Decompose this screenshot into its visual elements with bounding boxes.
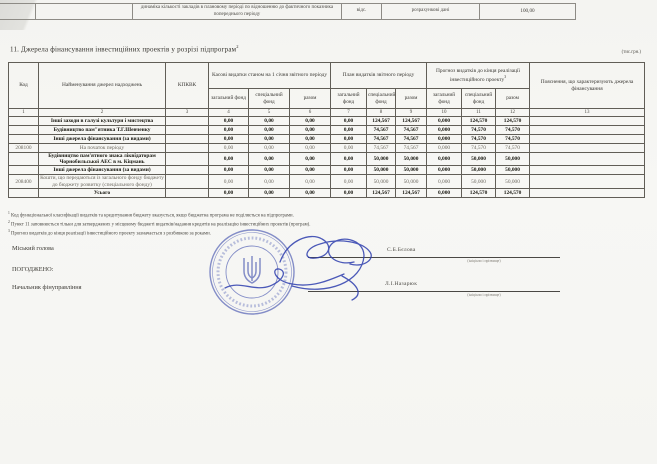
table-cell: 74,567 [367,126,396,135]
group-header-cash: Касові видатки станом на 1 січня звітного періоду [209,63,331,89]
table-cell: 50,000 [462,166,496,175]
fin-chief-name: Л.І.Назарюк [385,281,418,287]
table-cell: 0,00 [209,144,249,153]
table-cell: 124,570 [496,117,530,126]
table-cell: 0,00 [249,144,290,153]
table-cell: 0,00 [290,135,331,144]
table-cell: 50,000 [367,153,396,166]
table-cell: 50,000 [396,153,427,166]
group-header-row [9,63,645,89]
table-cell [530,166,645,175]
table-cell: Інші джерела фінансування (за видами) [39,135,166,144]
footnote-text: Пункт 11 заповнюється тільки для затверджених у місцевому бюджеті видатків/надання кредитів на реалізацію інвестиційних проектів (програм). [11,222,311,228]
table-cell: 0,00 [290,117,331,126]
table-cell [166,166,209,175]
sub-header-total: разом [496,89,530,109]
table-cell: Будівництво пам"ятника Т.Г.Шевченку [39,126,166,135]
table-cell: 0,00 [209,126,249,135]
column-number: 3 [166,109,209,117]
table-row [9,135,645,144]
footnote-ref: 1 [8,211,10,215]
table-cell: 0,00 [331,117,367,126]
table-cell: 50,000 [462,175,496,188]
table-cell: 0,00 [331,126,367,135]
table-cell: 208400 [9,175,39,188]
table-cell [166,153,209,166]
table-cell: 0,000 [427,153,462,166]
table-row [9,126,645,135]
empty-cell [0,4,36,20]
group-header-plan: План видатків звітного періоду [331,63,427,89]
table-cell: 74,570 [496,144,530,153]
table-row [9,188,645,197]
table-cell: 74,570 [462,135,496,144]
table-cell: 0,00 [290,144,331,153]
fin-chief-title-label: Начальник фінуправління [12,284,82,291]
column-numbers-row [9,109,645,117]
table-cell: 74,567 [396,126,427,135]
table-cell [166,188,209,197]
sub-header-special-fund: спеціальний фонд [367,89,396,109]
table-cell: 74,567 [396,144,427,153]
table-cell: 0,00 [331,188,367,197]
financing-sources-table [8,62,645,198]
table-cell: 0,00 [209,188,249,197]
table-cell [166,144,209,153]
empty-cell [36,4,133,20]
table-cell: На початок періоду [39,144,166,153]
table-cell [530,117,645,126]
table-cell: 0,00 [249,117,290,126]
table-cell: 0,000 [427,135,462,144]
units-note: (тис.грн.) [621,50,641,55]
table-cell: 50,000 [496,153,530,166]
footnote-ref: 3 [8,229,10,234]
table-cell: 0,00 [249,135,290,144]
stamp-and-signatures-overlay [192,224,392,320]
unit-cell: відс. [342,4,382,20]
official-stamp [210,230,294,314]
group-header-forecast [427,63,530,89]
table-cell: 208100 [9,144,39,153]
table-cell: 124,570 [462,117,496,126]
table-cell: 50,000 [367,175,396,188]
sub-header-total: разом [396,89,427,109]
section-title-text: 11. Джерела фінансування інвестиційних проектів у розрізі підпрограм [10,45,237,54]
table-cell: 74,570 [462,144,496,153]
table-cell: 74,567 [396,135,427,144]
source-cell: розрахункові дані [382,4,480,20]
table-cell [530,126,645,135]
column-number: 6 [290,109,331,117]
indicator-name-cell: динаміка кількості закладів в плановому періоді по відношенню до фактичного показника попереднього періоду [133,4,342,20]
table-cell: Інші заходи в галузі культури і мистецтва [39,117,166,126]
table-cell: 0,00 [331,135,367,144]
table-cell: 0,00 [331,153,367,166]
table-cell [530,135,645,144]
col-header-name: Найменування джерел надходжень [39,63,166,109]
table-cell: 50,000 [462,153,496,166]
sub-header-special-fund: спеціальний фонд [462,89,496,109]
table-cell: 74,567 [367,135,396,144]
table-row [9,166,645,175]
table-cell [9,126,39,135]
table-cell: 124,570 [496,188,530,197]
signature-caption: (ініціали і прізвище) [467,259,501,263]
table-cell: 0,00 [331,166,367,175]
table-cell: 0,00 [290,166,331,175]
table-cell: 50,000 [396,175,427,188]
table-cell: Кошти, що передаються із загального фонду бюджету до бюджету розвитку (спеціального фонду) [40,175,164,188]
table-cell: 124,567 [396,188,427,197]
previous-table-fragment [0,3,576,20]
table-cell: 50,000 [496,166,530,175]
section-title-footnote-ref: 2 [236,44,239,49]
mayor-name: С.Б.Бєлова [387,247,416,253]
table-cell [9,135,39,144]
table-cell: Інші джерела фінансування (за видами) [39,166,166,175]
column-number: 8 [367,109,396,117]
mayor-signature-stroke [280,237,371,265]
column-number: 12 [496,109,530,117]
table-cell: 0,00 [209,153,249,166]
table-cell [166,135,209,144]
table-cell: 0,00 [249,126,290,135]
column-number: 7 [331,109,367,117]
col-header-code: Код [9,63,39,109]
sub-header-general-fund: загальний фонд [331,89,367,109]
column-number: 10 [427,109,462,117]
sub-header-special-fund: спеціальний фонд [249,89,290,109]
column-number: 5 [249,109,290,117]
footnote [8,211,648,220]
table-cell: 124,567 [367,188,396,197]
col-header-explain: Пояснення, що характеризують джерела фінансування [530,63,645,109]
table-cell: Усього [39,188,166,197]
table-cell [9,188,39,197]
table-cell: 0,00 [290,153,331,166]
forecast-footnote-ref: 3 [504,74,507,79]
column-number: 2 [39,109,166,117]
table-cell: 0,000 [427,144,462,153]
column-number: 4 [209,109,249,117]
footnote-text: Код функціональної класифікації видатків та кредитування бюджету вказується, якщо бюджетна програма не поділяється на підпрограми. [11,213,294,219]
sub-header-total: разом [290,89,331,109]
table-cell [530,175,645,188]
group-header-forecast-text: Прогноз видатків до кінця реалізації інвестиційного проекту [436,68,521,83]
table-cell: 0,00 [249,166,290,175]
table-cell: 50,000 [396,166,427,175]
table-cell [166,175,209,188]
table-row [9,144,645,153]
table-cell: 74,570 [496,135,530,144]
table-cell: 0,00 [331,175,367,188]
table-cell: 0,00 [209,117,249,126]
main-table-body [9,117,645,198]
table-cell [530,144,645,153]
table-cell: 124,567 [367,117,396,126]
footnote-text: Прогноз видатків до кінця реалізації інвестиційного проекту зазначається з розбивкою за роками. [11,231,211,237]
table-cell: 74,567 [367,144,396,153]
table-cell: 0,00 [209,166,249,175]
table-cell: 0,00 [290,188,331,197]
col-header-kpkvk: КПКВК [166,63,209,109]
table-cell: 0,000 [427,166,462,175]
footnote-ref: 2 [8,220,10,225]
table-cell: Будівництво пам'ятного знака ліквідаторам Чорнобильської АЕС в м. Кіцмань [39,153,166,166]
table-cell: 0,00 [331,144,367,153]
table-cell: 50,000 [496,175,530,188]
approved-label: ПОГОДЖЕНО: [12,266,54,273]
table-cell: 74,570 [462,126,496,135]
table-cell: 0,00 [249,153,290,166]
sub-header-general-fund: загальний фонд [427,89,462,109]
table-cell: 0,000 [427,175,462,188]
table-cell: 0,00 [290,175,331,188]
table-row [9,153,645,166]
column-number: 11 [462,109,496,117]
table-cell: 0,000 [427,117,462,126]
trident-emblem [244,256,260,283]
value-cell: 100,00 [480,4,576,20]
column-number: 1 [9,109,39,117]
table-cell: 0,00 [249,188,290,197]
table-cell [9,117,39,126]
table-cell [166,117,209,126]
column-number: 9 [396,109,427,117]
section-title [10,44,239,53]
table-cell [166,126,209,135]
table-cell: 0,000 [427,126,462,135]
table-cell [530,188,645,197]
table-cell: 0,000 [427,188,462,197]
table-row [9,117,645,126]
table-cell: 0,00 [209,175,249,188]
table-row [0,4,576,20]
table-cell: 0,00 [209,135,249,144]
table-cell: 124,570 [462,188,496,197]
column-number: 13 [530,109,645,117]
table-cell [9,166,39,175]
table-cell [530,153,645,166]
table-cell: 124,567 [396,117,427,126]
table-cell: 74,570 [496,126,530,135]
sub-header-general-fund: загальний фонд [209,89,249,109]
table-cell: 50,000 [367,166,396,175]
table-cell [9,153,39,166]
mayor-title-label: Міський голова [12,245,54,252]
table-cell: 0,00 [249,175,290,188]
table-cell: 0,00 [290,126,331,135]
signature-caption: (ініціали і прізвище) [467,293,501,297]
table-row [9,175,645,188]
